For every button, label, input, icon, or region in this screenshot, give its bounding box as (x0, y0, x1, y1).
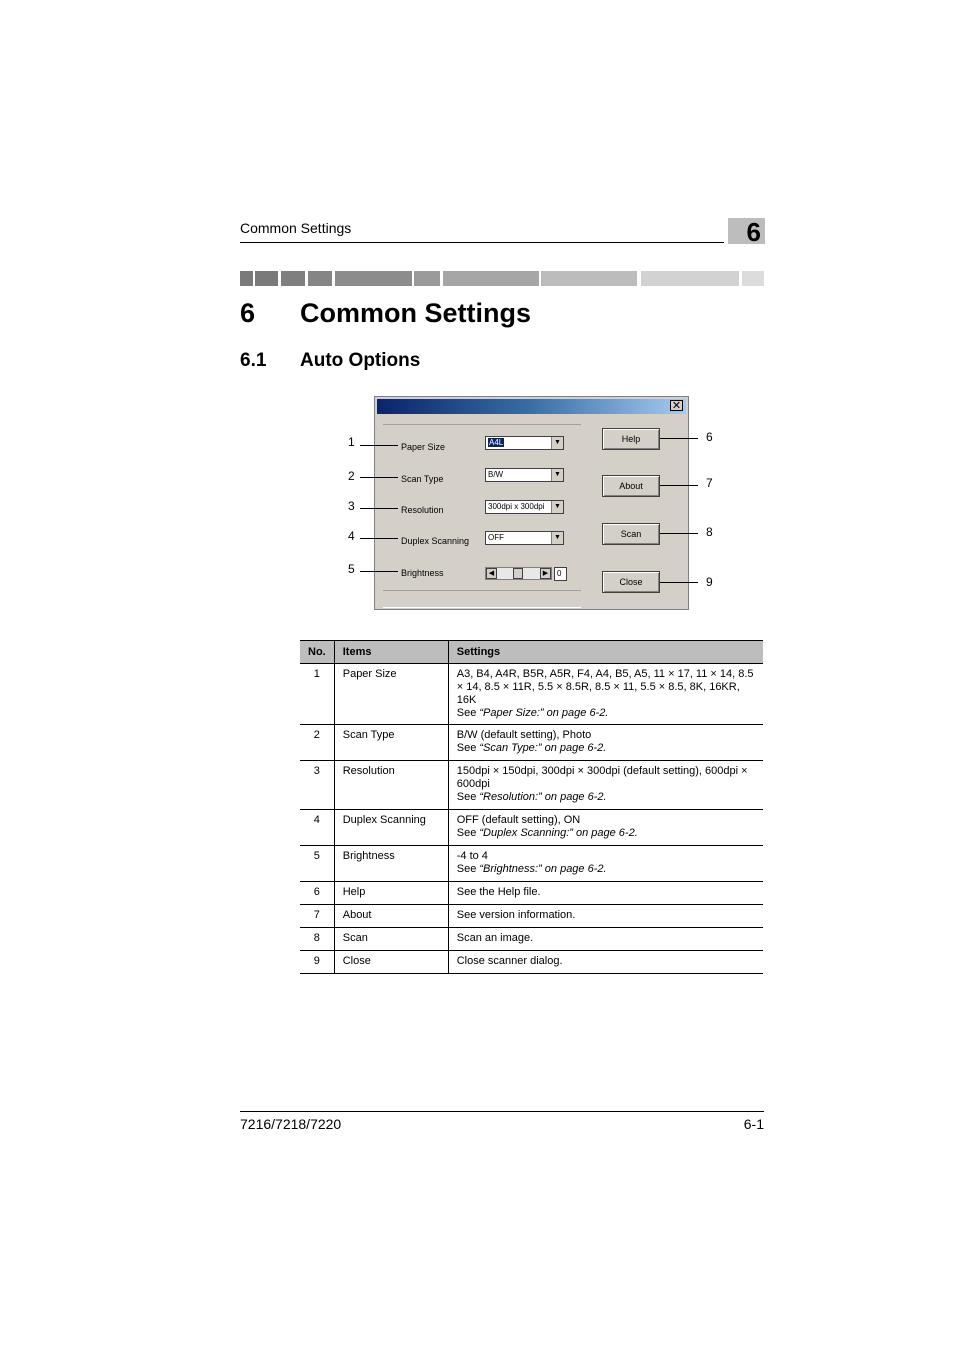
callout-number: 1 (348, 435, 355, 449)
see-prefix: See (456, 707, 480, 719)
callout-line (360, 445, 398, 446)
row-number: 9 (300, 951, 334, 974)
row-item: Close (334, 951, 448, 974)
row-item: Resolution (334, 761, 448, 810)
table-row (300, 725, 763, 761)
settings-table (300, 640, 763, 974)
running-header-title: Common Settings (240, 220, 352, 236)
row-settings: See version information. (448, 905, 763, 928)
paper-size-select[interactable] (485, 436, 564, 450)
settings-text: OFF (default setting), ON (456, 814, 581, 826)
scan-type-select[interactable] (485, 468, 564, 482)
duplex-select[interactable] (485, 531, 564, 545)
callout-number: 5 (348, 562, 355, 576)
paper-size-value: A4L (489, 438, 504, 447)
column-header-no: No. (300, 641, 334, 664)
row-number: 1 (300, 664, 334, 725)
section-number: 6.1 (240, 350, 267, 371)
row-number: 2 (300, 725, 334, 761)
callout-line (660, 533, 698, 534)
header-rule (240, 242, 724, 243)
row-number: 7 (300, 905, 334, 928)
column-header-settings: Settings (448, 641, 763, 664)
chapter-number: 6 (240, 298, 256, 328)
table-row (300, 882, 763, 905)
settings-text: B/W (default setting), Photo (456, 729, 592, 741)
chevron-down-icon: ▼ (551, 501, 563, 513)
callout-number: 4 (348, 529, 355, 543)
chevron-down-icon: ▼ (551, 437, 563, 449)
cross-reference: “Scan Type:” on page 6-2. (479, 742, 607, 754)
callout-line (360, 508, 398, 509)
settings-text: -4 to 4 (456, 850, 488, 862)
callout-number: 8 (706, 525, 713, 539)
row-item: About (334, 905, 448, 928)
close-button[interactable]: Close (602, 571, 660, 593)
dialog-titlebar (377, 399, 686, 414)
row-settings (448, 725, 763, 761)
scan-type-value: B/W (488, 470, 504, 479)
chevron-down-icon: ▼ (551, 469, 563, 481)
callout-number: 3 (348, 499, 355, 513)
resolution-select[interactable] (485, 500, 564, 514)
row-item: Help (334, 882, 448, 905)
arrow-right-icon[interactable]: ▶ (540, 568, 551, 579)
chapter-tab (728, 217, 765, 247)
row-number: 4 (300, 810, 334, 846)
chapter-tab-number: 6 (746, 217, 761, 247)
callout-number: 6 (706, 430, 713, 444)
footer-rule (240, 1111, 764, 1112)
callout-number: 7 (706, 476, 713, 490)
callout-line (360, 477, 398, 478)
about-button[interactable]: About (602, 475, 660, 497)
brightness-slider[interactable] (485, 567, 552, 580)
table-row (300, 846, 763, 882)
callout-line (360, 538, 398, 539)
row-number: 5 (300, 846, 334, 882)
brightness-label: Brightness (401, 568, 444, 578)
row-settings (448, 810, 763, 846)
footer-model: 7216/7218/7220 (240, 1116, 342, 1132)
auto-options-dialog (374, 396, 689, 610)
callout-line (660, 438, 698, 439)
resolution-label: Resolution (401, 505, 444, 515)
column-header-items: Items (334, 641, 448, 664)
callout-line (660, 582, 698, 583)
cross-reference: “Brightness:” on page 6-2. (479, 863, 607, 875)
callout-line (660, 485, 698, 486)
settings-text: A3, B4, A4R, B5R, A5R, F4, A4, B5, A5, 11 × 17, 11 × 14, 8.5 × 14, 8.5 × 11R, 5.5 × 8.5R, 8.5 × 11, 5.5 × 8.5, 8K, 16KR, 16K (456, 668, 754, 706)
table-row (300, 951, 763, 974)
see-prefix: See (456, 827, 480, 839)
row-number: 8 (300, 928, 334, 951)
scan-type-label: Scan Type (401, 474, 444, 484)
chevron-down-icon: ▼ (551, 532, 563, 544)
table-row (300, 761, 763, 810)
row-item: Brightness (334, 846, 448, 882)
table-row (300, 664, 763, 725)
cross-reference: “Resolution:” on page 6-2. (479, 791, 607, 803)
row-item: Paper Size (334, 664, 448, 725)
table-row (300, 905, 763, 928)
row-settings (448, 664, 763, 725)
paper-size-label: Paper Size (401, 442, 446, 452)
section-heading (240, 350, 420, 372)
row-settings (448, 846, 763, 882)
callout-number: 9 (706, 575, 713, 589)
row-number: 6 (300, 882, 334, 905)
see-prefix: See (456, 742, 480, 754)
table-header-row (300, 641, 763, 664)
table-row (300, 810, 763, 846)
duplex-label: Duplex Scanning (401, 536, 470, 546)
duplex-value: OFF (488, 533, 504, 542)
row-item: Scan (334, 928, 448, 951)
slider-thumb[interactable] (513, 568, 523, 579)
callout-number: 2 (348, 469, 355, 483)
divider (383, 590, 581, 591)
row-settings (448, 761, 763, 810)
row-item: Duplex Scanning (334, 810, 448, 846)
row-settings: Scan an image. (448, 928, 763, 951)
row-number: 3 (300, 761, 334, 810)
brightness-value[interactable]: 0 (554, 567, 567, 581)
row-item: Scan Type (334, 725, 448, 761)
help-button[interactable]: Help (602, 428, 660, 450)
close-icon[interactable]: ✕ (671, 400, 682, 412)
callout-line (360, 571, 398, 572)
cross-reference: “Duplex Scanning:” on page 6-2. (479, 827, 638, 839)
resolution-value: 300dpi x 300dpi (488, 502, 545, 511)
table-row (300, 928, 763, 951)
footer-page-number: 6-1 (743, 1116, 764, 1132)
arrow-left-icon[interactable]: ◀ (486, 568, 497, 579)
see-prefix: See (456, 863, 480, 875)
scan-button[interactable]: Scan (602, 523, 660, 545)
row-settings: Close scanner dialog. (448, 951, 763, 974)
row-settings: See the Help file. (448, 882, 763, 905)
chapter-heading (240, 298, 531, 329)
see-prefix: See (456, 791, 480, 803)
settings-text: 150dpi × 150dpi, 300dpi × 300dpi (default setting), 600dpi × 600dpi (456, 765, 748, 790)
cross-reference: “Paper Size:” on page 6-2. (479, 707, 609, 719)
section-title: Auto Options (300, 350, 421, 371)
chapter-title: Common Settings (300, 298, 532, 328)
